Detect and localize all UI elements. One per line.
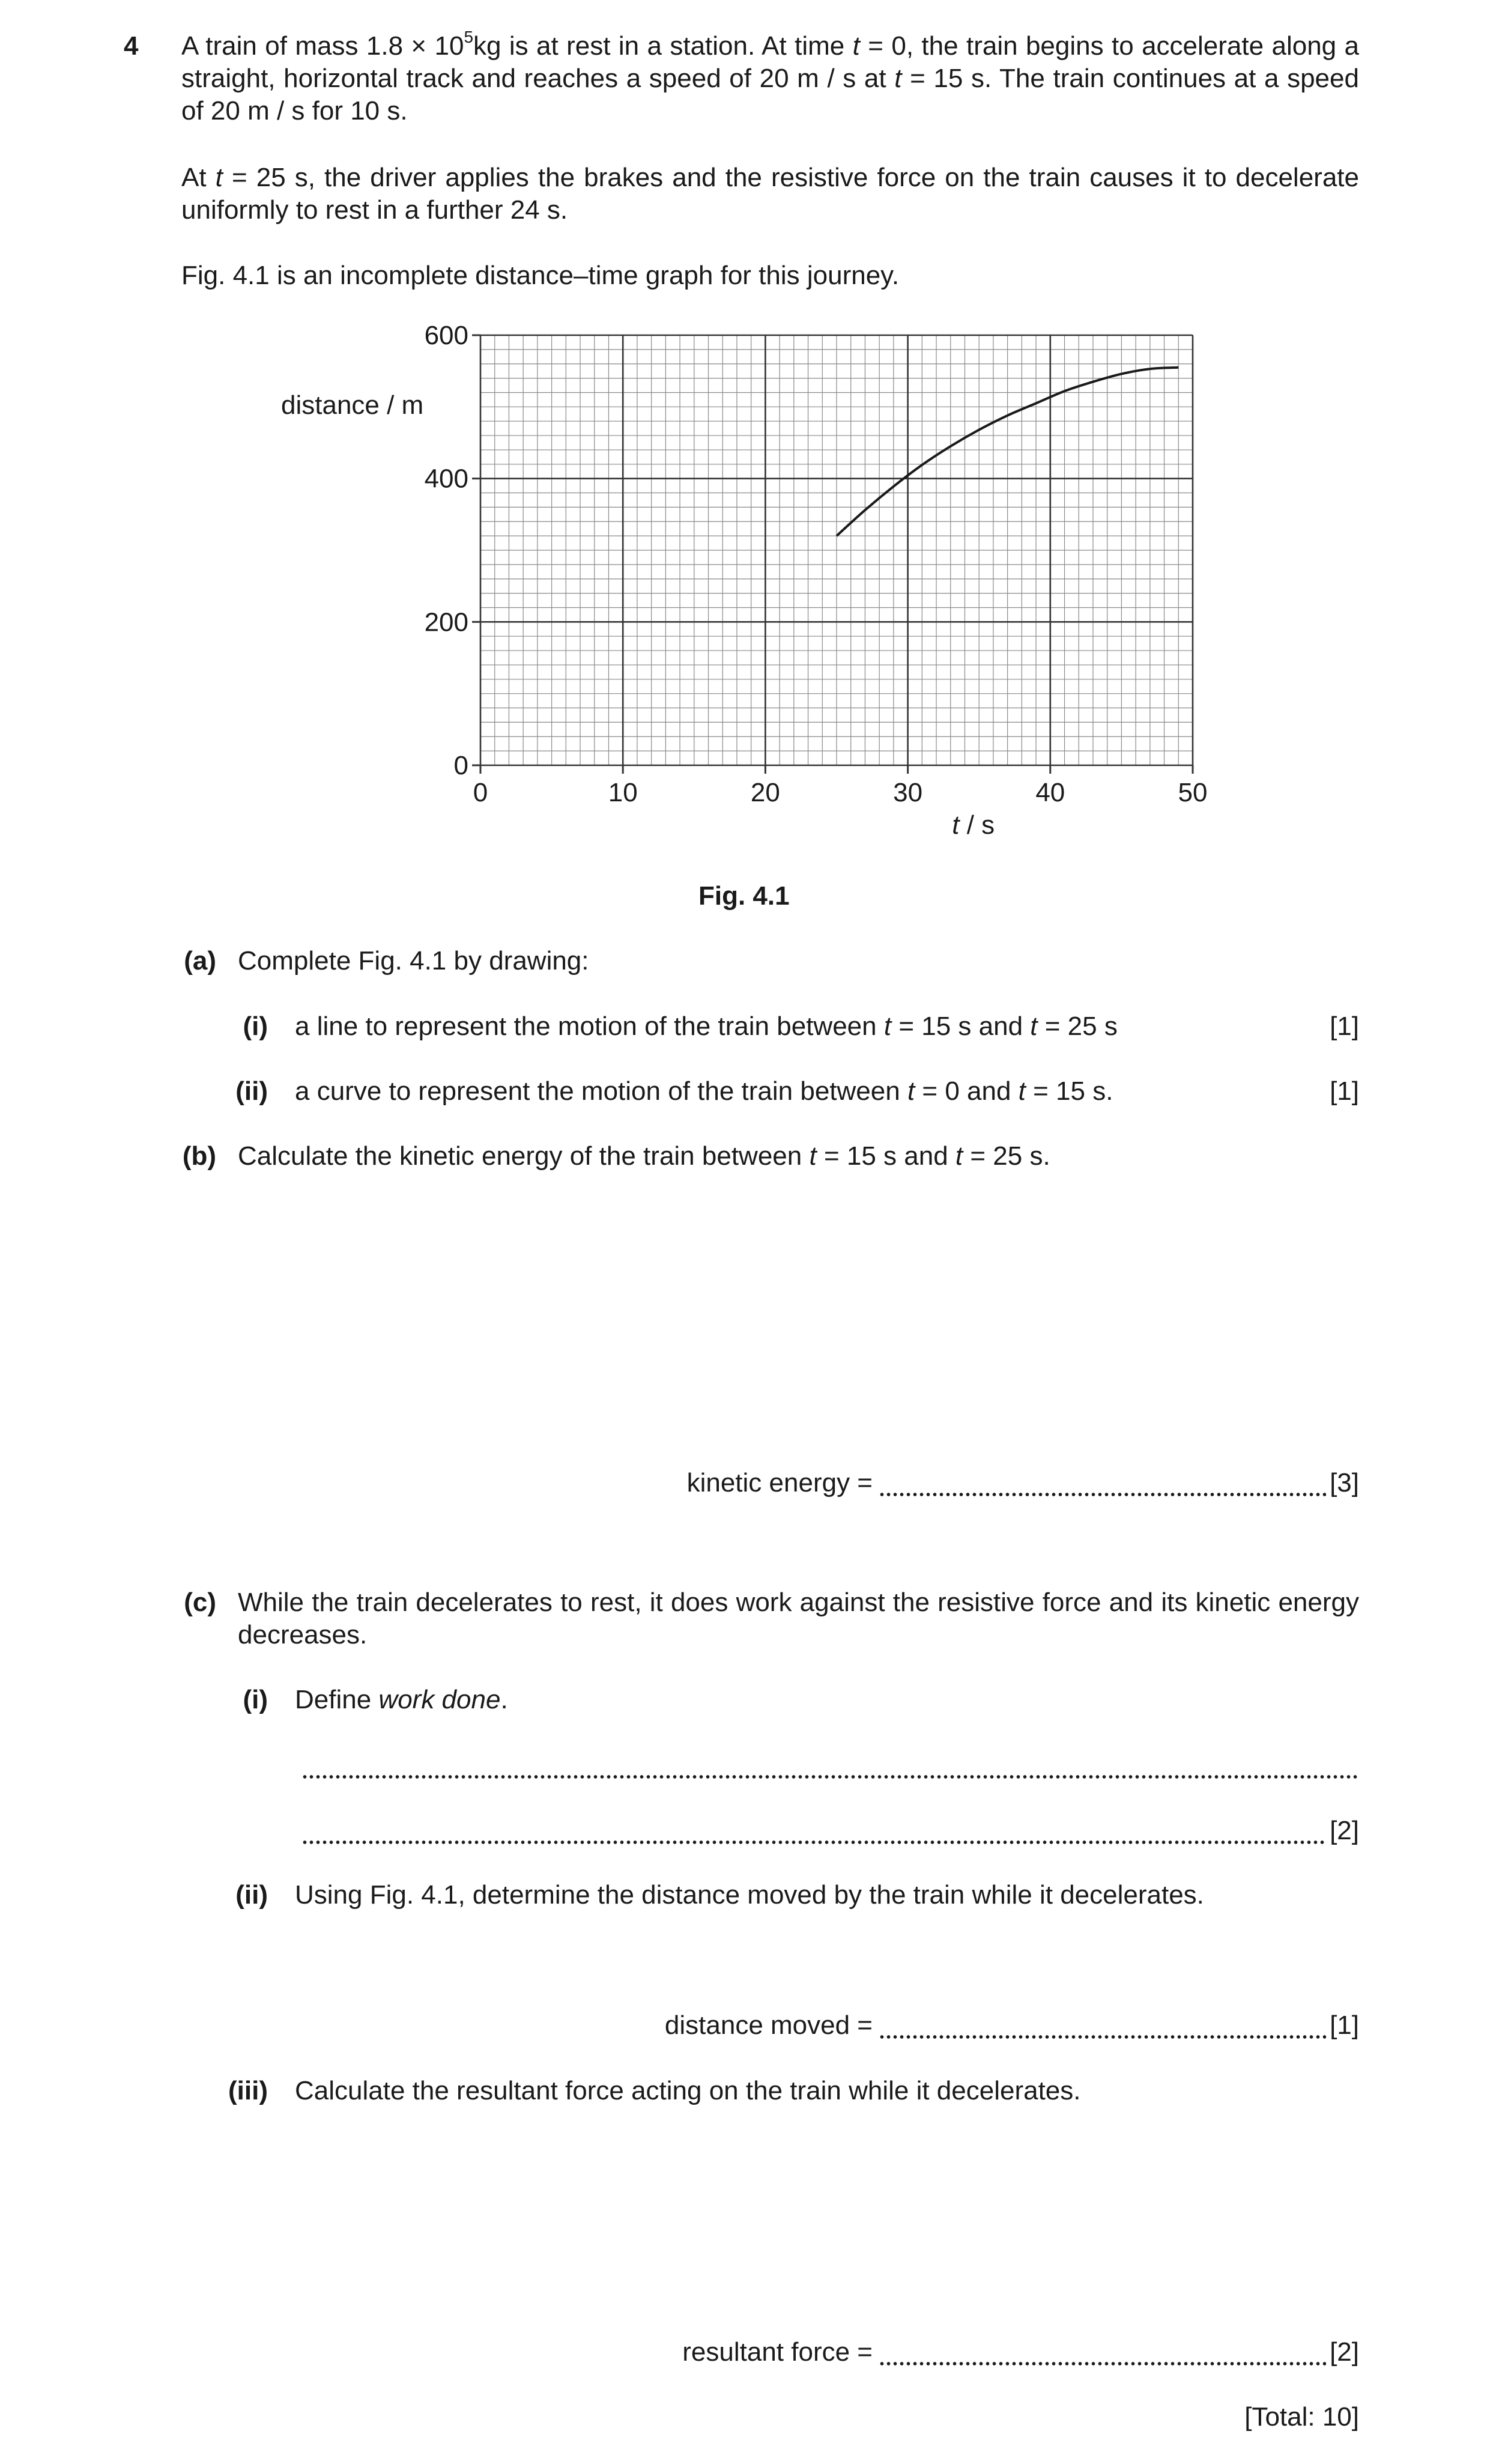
distance-time-chart xyxy=(276,318,1237,859)
intro-paragraph-1: A train of mass $1.8 \times 10^5kg$ is at rest in a station. At time t = 0, the train begins to accelerate along a straight, horizontal track and reaches a speed of 20 m / s at t = 15 s. The train continues at a speed of 20 m / s for 10 s. xyxy=(181,28,1359,126)
minor-grid xyxy=(480,335,1193,765)
kinetic-energy-answer-line[interactable] xyxy=(879,1492,1326,1497)
distance-moved-answer-line[interactable] xyxy=(879,2035,1326,2039)
part-c-text: While the train decelerates to rest, it does work against the resistive force and its kinetic energy decreases. xyxy=(238,1588,1359,1649)
y-tick-label: 400 xyxy=(424,464,468,494)
resultant-force-answer-line[interactable] xyxy=(879,2361,1326,2366)
total-marks: [Total: 10] xyxy=(1244,2402,1359,2432)
x-tick-label: 50 xyxy=(1178,778,1208,807)
intro-paragraph-2: At t = 25 s, the driver applies the brakes and the resistive force on the train causes it to decelerate uniformly to rest in a further 24 s. xyxy=(181,163,1359,225)
x-tick-label: 0 xyxy=(473,778,488,807)
y-tick-label: 0 xyxy=(453,751,468,780)
x-tick-label: 30 xyxy=(893,778,923,807)
kinetic-energy-answer-label: kinetic energy = xyxy=(686,1468,873,1498)
part-a-text: Complete Fig. 4.1 by drawing: xyxy=(238,946,589,976)
work-done-answer-line-1[interactable] xyxy=(301,1774,1359,1779)
work-done-answer-line-2[interactable] xyxy=(301,1840,1326,1845)
resultant-force-answer-label: resultant force = xyxy=(682,2337,873,2367)
part-b-mark: [3] xyxy=(1330,1468,1359,1498)
part-a-label: (a) xyxy=(184,946,216,976)
part-a-ii-text: a curve to represent the motion of the train between t = 0 and t = 15 s. xyxy=(295,1076,1113,1106)
part-a-i-mark: [1] xyxy=(1330,1012,1359,1041)
x-tick-label: 10 xyxy=(608,778,638,807)
intro-paragraph-3: Fig. 4.1 is an incomplete distance–time graph for this journey. xyxy=(181,261,900,290)
x-tick-labels xyxy=(473,778,1208,807)
x-tick-label: 20 xyxy=(750,778,780,807)
part-b-text: Calculate the kinetic energy of the train between t = 15 s and t = 25 s. xyxy=(238,1141,1050,1171)
x-tick-label: 40 xyxy=(1035,778,1065,807)
part-a-ii-mark: [1] xyxy=(1330,1076,1359,1106)
y-tick-labels xyxy=(425,321,468,780)
distance-moved-answer-label: distance moved = xyxy=(664,2010,873,2040)
part-c-ii-label: (ii) xyxy=(235,1880,268,1910)
x-axis-label: t / s xyxy=(952,810,995,840)
y-axis-label: distance / m xyxy=(281,390,424,420)
part-c-iii-label: (iii) xyxy=(228,2076,268,2105)
part-a-ii-label: (ii) xyxy=(235,1076,268,1106)
part-a-i-text: a line to represent the motion of the train between t = 15 s and t = 25 s xyxy=(295,1012,1118,1041)
figure-caption: Fig. 4.1 xyxy=(698,881,790,911)
part-c-label: (c) xyxy=(184,1588,216,1617)
y-tick-label: 200 xyxy=(424,607,468,637)
part-c-i-text: Define work done. xyxy=(295,1685,508,1714)
part-c-i-mark: [2] xyxy=(1330,1816,1359,1845)
y-tick-label: 600 xyxy=(424,321,468,350)
question-number: 4 xyxy=(124,31,139,61)
part-c-i-label: (i) xyxy=(243,1685,268,1714)
part-c-ii-mark: [1] xyxy=(1330,2010,1359,2040)
part-a-i-label: (i) xyxy=(243,1012,268,1041)
part-b-label: (b) xyxy=(182,1141,216,1171)
part-c-iii-mark: [2] xyxy=(1330,2337,1359,2367)
part-c-ii-text: Using Fig. 4.1, determine the distance moved by the train while it decelerates. xyxy=(295,1880,1204,1910)
part-c-iii-text: Calculate the resultant force acting on the train while it decelerates. xyxy=(295,2076,1081,2105)
